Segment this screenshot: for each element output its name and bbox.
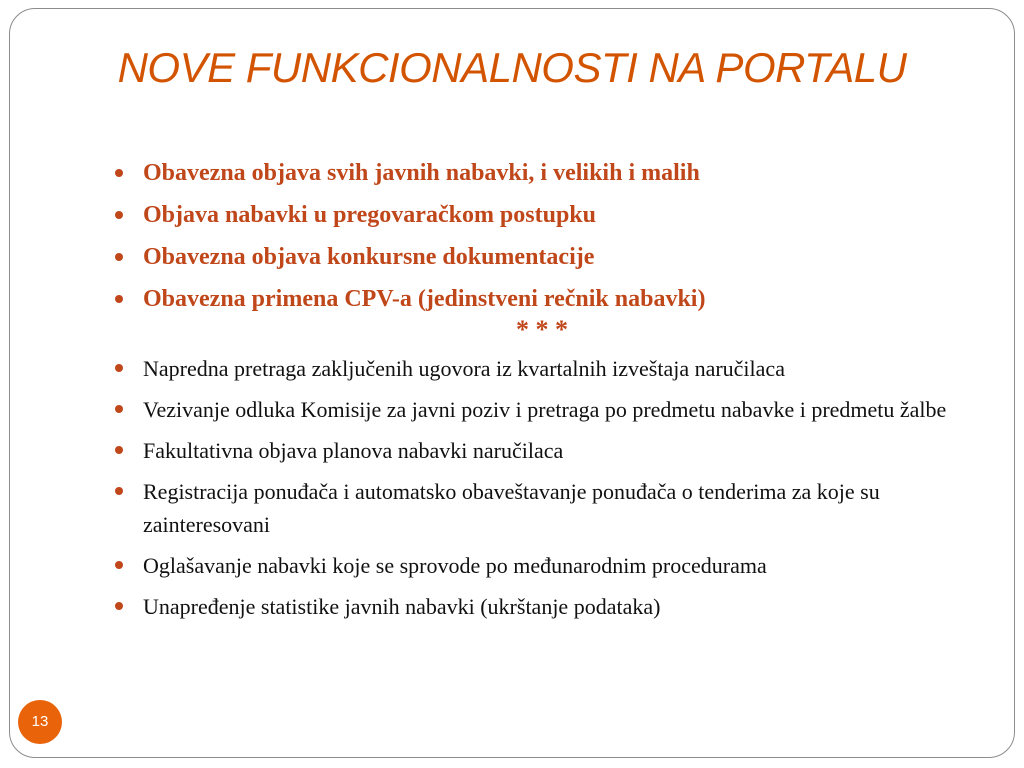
highlight-item-text: Obavezna objava svih javnih nabavki, i velikih i malih: [143, 160, 700, 186]
page-number-badge: 13: [18, 700, 62, 744]
list-item: [112, 393, 963, 426]
bullet-icon: [115, 253, 123, 261]
highlight-item: [112, 240, 972, 282]
list-item: [112, 434, 972, 467]
highlight-item-text: Obavezna primena CPV-a (jedinstveni rečnik nabavki): [143, 286, 706, 312]
bullet-icon: [115, 602, 123, 610]
slide-title: NOVE FUNKCIONALNOSTI NA PORTALU: [117, 44, 907, 91]
highlight-item-text: Obavezna objava konkursne dokumentacije: [143, 244, 595, 270]
list-item: [112, 549, 972, 582]
list-item-text: Oglašavanje nabavki koje se sprovode po međunarodnim procedurama: [143, 553, 767, 578]
bullet-icon: [115, 169, 123, 177]
list-item: [112, 475, 963, 541]
feature-list: [112, 352, 972, 623]
bullet-icon: [115, 561, 123, 569]
slide-content: [112, 156, 972, 631]
bullet-icon: [115, 405, 123, 413]
bullet-icon: [115, 446, 123, 454]
bullet-icon: [115, 364, 123, 372]
list-item-text: Registracija ponuđača i automatsko obaveštavanje ponuđača o tenderima za koje su zainteresovani: [143, 479, 880, 537]
highlight-item-text: Objava nabavki u pregovaračkom postupku: [143, 202, 596, 228]
list-item-text: Unapređenje statistike javnih nabavki (ukrštanje podataka): [143, 594, 661, 619]
highlight-item: [112, 282, 972, 324]
section-separator: * * *: [516, 315, 568, 344]
list-item-text: Fakultativna objava planova nabavki naručilaca: [143, 438, 564, 463]
highlight-list: [112, 156, 972, 324]
highlight-item: [112, 156, 972, 198]
list-item-text: Napredna pretraga zaključenih ugovora iz kvartalnih izveštaja naručilaca: [143, 356, 785, 381]
list-item-text: Vezivanje odluka Komisije za javni poziv i pretraga po predmetu nabavke i predmetu žalbe: [143, 397, 947, 422]
bullet-icon: [115, 295, 123, 303]
highlight-item: [112, 198, 972, 240]
bullet-icon: [115, 487, 123, 495]
bullet-icon: [115, 211, 123, 219]
list-item: [112, 590, 972, 623]
list-item: [112, 352, 972, 385]
